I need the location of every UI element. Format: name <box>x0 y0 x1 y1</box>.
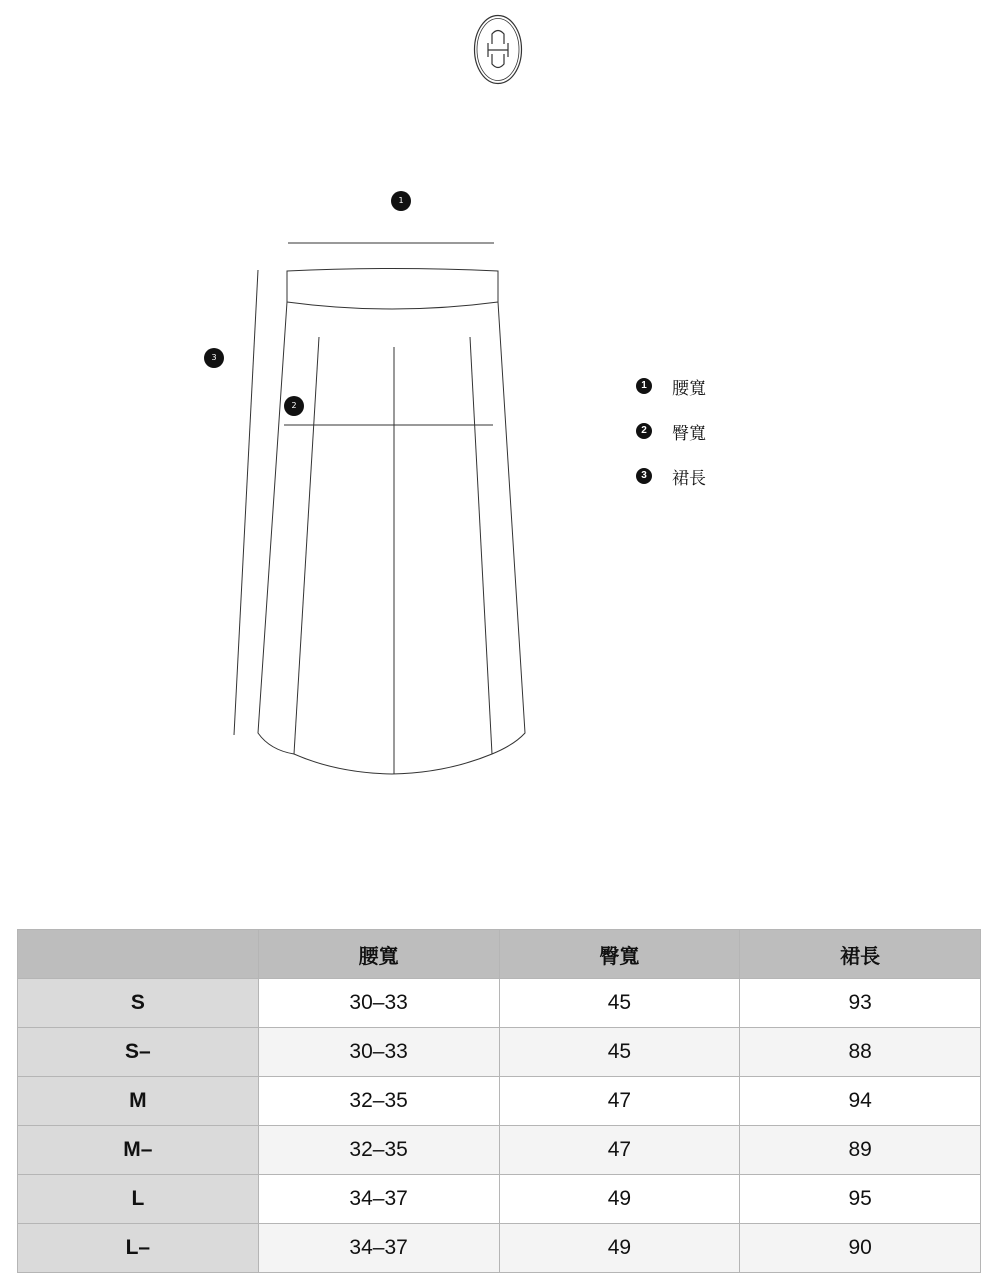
legend-item-waist <box>636 376 706 399</box>
waist-cell: 30–33 <box>258 1028 499 1077</box>
size-cell: M <box>18 1077 259 1126</box>
header-length: 裙長 <box>740 930 981 979</box>
marker-length: 3 <box>204 348 224 368</box>
hip-cell: 45 <box>499 1028 740 1077</box>
table-row <box>18 1028 981 1077</box>
marker-hip: 2 <box>284 396 304 416</box>
hip-cell: 47 <box>499 1126 740 1175</box>
skirt-waistband <box>287 269 498 310</box>
length-cell: 90 <box>740 1224 981 1273</box>
header-size <box>18 930 259 979</box>
length-measure-line <box>234 270 258 735</box>
header-waist: 腰寬 <box>258 930 499 979</box>
skirt-outline <box>258 302 525 774</box>
waist-cell: 34–37 <box>258 1175 499 1224</box>
legend-number: 3 <box>636 468 652 484</box>
legend-item-hip <box>636 421 706 444</box>
waist-cell: 30–33 <box>258 979 499 1028</box>
waist-cell: 32–35 <box>258 1077 499 1126</box>
legend-label: 裙長 <box>672 468 706 489</box>
legend-label: 臀寬 <box>672 423 706 444</box>
length-cell: 89 <box>740 1126 981 1175</box>
table-row <box>18 1077 981 1126</box>
header-hip: 臀寬 <box>499 930 740 979</box>
size-cell: S– <box>18 1028 259 1077</box>
table-row <box>18 979 981 1028</box>
hip-cell: 47 <box>499 1077 740 1126</box>
waist-cell: 34–37 <box>258 1224 499 1273</box>
skirt-seam-right <box>470 337 492 754</box>
legend-item-length <box>636 466 706 489</box>
legend-number: 1 <box>636 378 652 394</box>
length-cell: 94 <box>740 1077 981 1126</box>
hip-cell: 49 <box>499 1224 740 1273</box>
size-cell: M– <box>18 1126 259 1175</box>
size-chart-table <box>17 929 981 1273</box>
legend-number: 2 <box>636 423 652 439</box>
length-cell: 88 <box>740 1028 981 1077</box>
table-row <box>18 1224 981 1273</box>
size-cell: L– <box>18 1224 259 1273</box>
marker-waist: 1 <box>391 191 411 211</box>
size-cell: S <box>18 979 259 1028</box>
hip-cell: 49 <box>499 1175 740 1224</box>
legend-label: 腰寬 <box>672 378 706 399</box>
table-row <box>18 1175 981 1224</box>
waist-cell: 32–35 <box>258 1126 499 1175</box>
table-header-row <box>18 930 981 979</box>
hip-cell: 45 <box>499 979 740 1028</box>
size-cell: L <box>18 1175 259 1224</box>
table-row <box>18 1126 981 1175</box>
length-cell: 95 <box>740 1175 981 1224</box>
length-cell: 93 <box>740 979 981 1028</box>
